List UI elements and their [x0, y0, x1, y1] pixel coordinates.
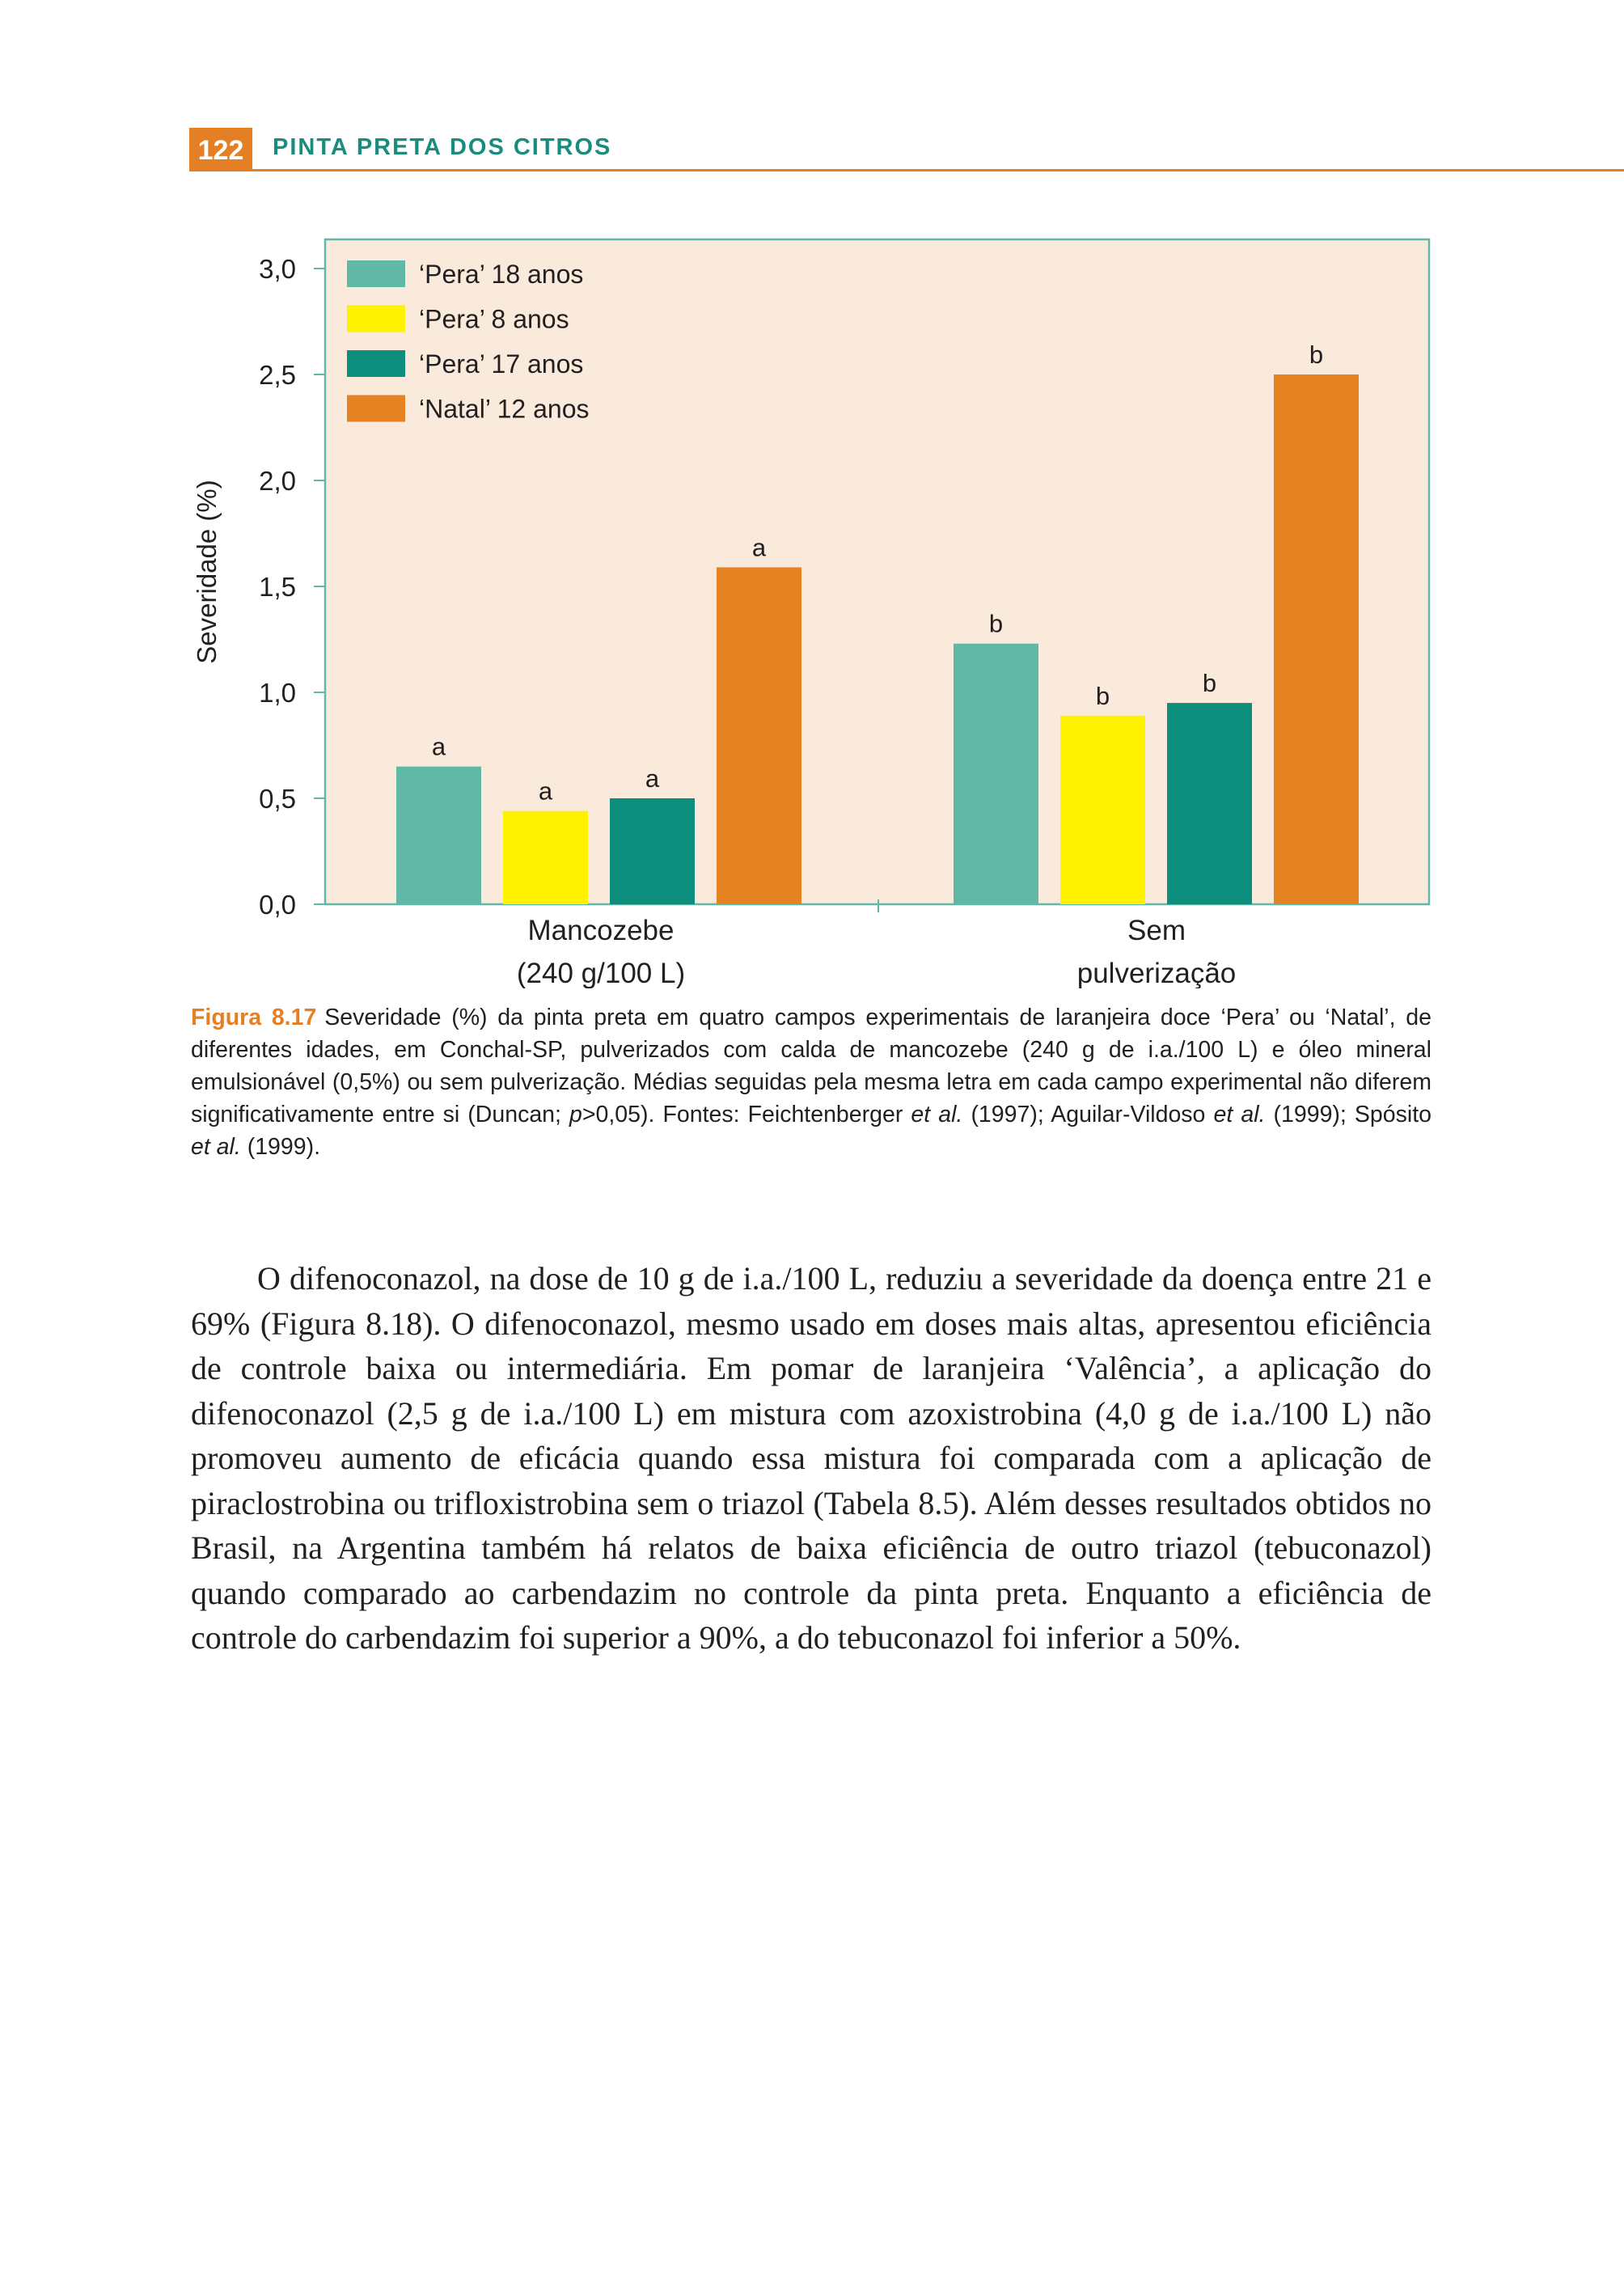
significance-letter: a [431, 732, 446, 761]
legend-label: ‘Pera’ 18 anos [419, 260, 584, 289]
caption-text-4: (1999); Spósito [1265, 1102, 1432, 1127]
caption-etal-2: et al. [1213, 1102, 1266, 1127]
y-tick-label: 3,0 [259, 254, 296, 284]
caption-text: Severidade (%) da pinta preta em quatro campos experimentais de laranjeira doce ‘Pera’ ou ‘Natal’, de diferentes idades, em Conchal-SP, pulverizados com calda de mancozebe (240 g de i.a./100 L) e óleo mineral emulsionável (0,5%) ou sem pulverização. Médias seguidas pela mesma letra em cada campo experimental não diferem significativamente entre si (Duncan; [191, 1005, 1432, 1127]
legend-label: ‘Pera’ 8 anos [419, 304, 569, 334]
y-tick-label: 2,5 [259, 360, 296, 390]
legend-swatch [347, 350, 405, 377]
category-label-mancozebe-line1: Mancozebe [527, 915, 675, 946]
legend-swatch [347, 260, 405, 287]
significance-letter: b [1095, 681, 1110, 710]
y-axis-label: Severidade (%) [192, 480, 222, 664]
significance-letter: b [988, 609, 1004, 638]
page-number: 122 [189, 128, 252, 171]
significance-letter: a [538, 776, 553, 806]
bar [396, 767, 481, 904]
caption-etal-3: et al. [191, 1134, 241, 1160]
caption-text-3: (1997); Aguilar-Vildoso [962, 1102, 1214, 1127]
significance-letter: a [645, 764, 660, 793]
caption-etal-1: et al. [911, 1102, 963, 1127]
page-header [189, 128, 1624, 171]
bar [610, 798, 695, 904]
legend-label: ‘Pera’ 17 anos [419, 349, 584, 379]
running-title: PINTA PRETA DOS CITROS [273, 134, 612, 160]
legend-swatch [347, 306, 405, 332]
body-paragraph: O difenoconazol, na dose de 10 g de i.a./100 L, reduziu a severidade da doença entre 21 e 69% (Figura 8.18). O difenoconazol, mesmo usado em doses mais altas, apresentou eficiência de controle baixa ou intermediária. Em pomar de laranjeira ‘Valência’, a aplicação do difenoconazol (2,5 g de i.a./100 L) em mistura com azoxistrobina (4,0 g de i.a./100 L) não promoveu aumento de eficácia quando essa mistura foi comparada com a aplicação de piraclostrobina ou trifloxistrobina sem o triazol (Tabela 8.5). Além desses resultados obtidos no Brasil, na Argentina também há relatos de baixa eficiência de outro triazol (tebuconazol) quando comparado ao carbendazim no controle da pinta preta. Enquanto a eficiência de controle do carbendazim foi superior a 90%, a do tebuconazol foi inferior a 50%. [191, 1260, 1432, 1656]
header-rule [252, 169, 1624, 171]
bar [503, 811, 588, 904]
category-label-mancozebe-line2: (240 g/100 L) [516, 958, 686, 988]
severity-bar-chart [186, 228, 1448, 988]
plot-background [325, 239, 1429, 904]
bar [717, 567, 801, 904]
caption-p-symbol: p [569, 1102, 582, 1127]
legend-label: ‘Natal’ 12 anos [419, 394, 590, 424]
bar [1167, 703, 1252, 904]
y-tick-label: 1,0 [259, 678, 296, 708]
category-label-sem-line2: pulverização [1076, 958, 1237, 988]
significance-letter: b [1309, 341, 1324, 369]
y-tick-label: 0,0 [259, 890, 296, 920]
y-tick-label: 2,0 [259, 466, 296, 496]
category-label-sem-line1: Sem [1127, 915, 1186, 946]
significance-letter: b [1202, 669, 1217, 698]
caption-text-2: >0,05). Fontes: Feichtenberger [582, 1102, 911, 1127]
figure-caption [191, 1001, 1432, 1163]
bar [954, 644, 1038, 904]
y-axis [259, 254, 325, 920]
y-tick-label: 0,5 [259, 784, 296, 814]
legend-swatch [347, 396, 405, 422]
bar [1060, 716, 1145, 904]
figure-label: Figura 8.17 [191, 1005, 317, 1030]
caption-text-5: (1999). [240, 1134, 321, 1160]
x-category-labels [517, 915, 1236, 988]
bar [1274, 374, 1359, 904]
y-tick-label: 1,5 [259, 572, 296, 602]
significance-letter: a [751, 533, 767, 562]
